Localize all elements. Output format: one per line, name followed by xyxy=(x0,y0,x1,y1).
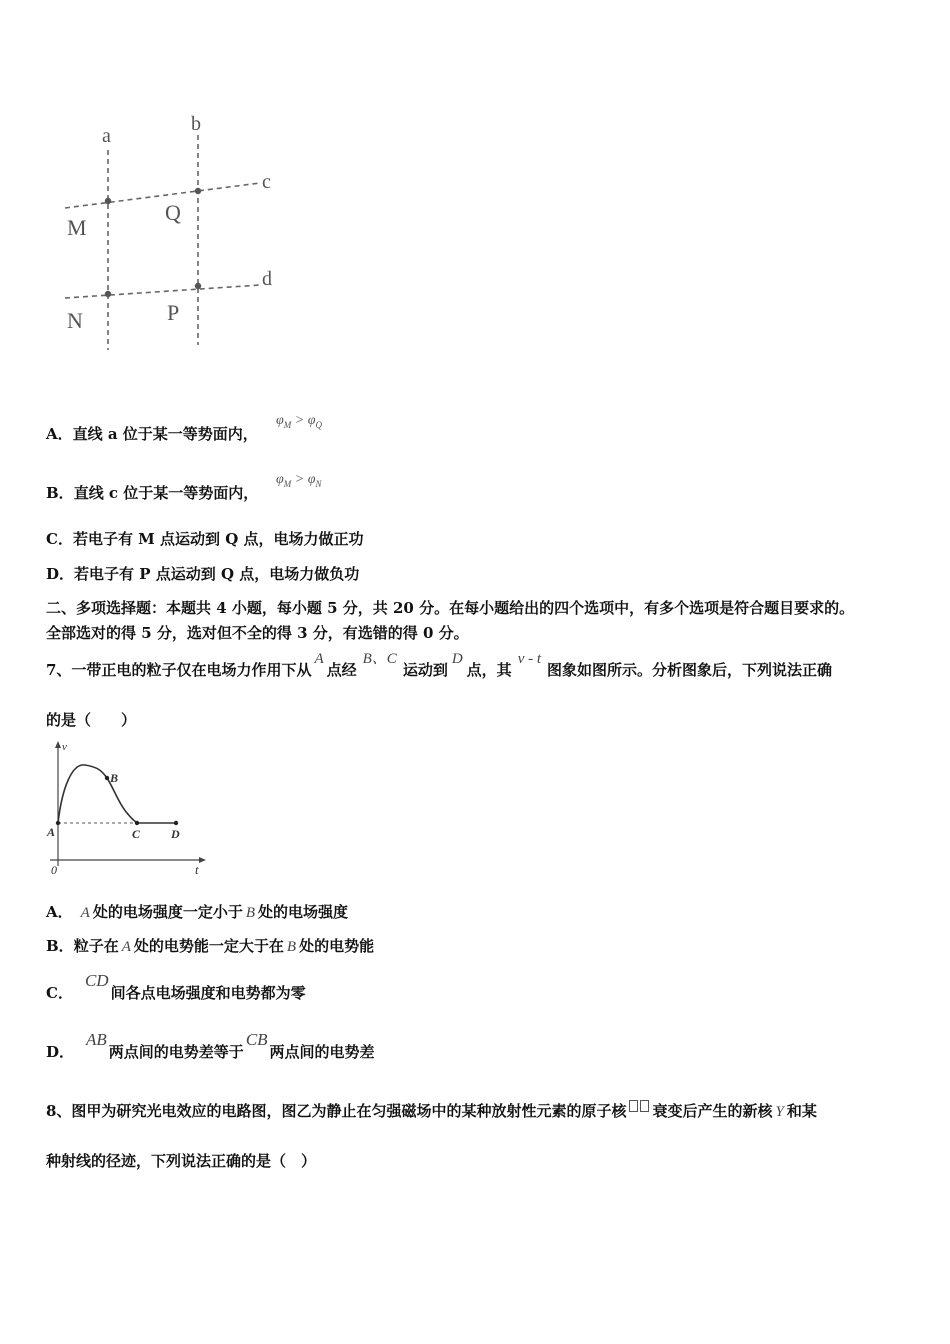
line-c xyxy=(65,183,260,208)
section2-line1: 二、多项选择题：本题共 4 小题，每小题 5 分，共 20 分。在每小题给出的四个选项中，有多个选项是符合题目要求的。 xyxy=(46,599,855,617)
q7-option-d: D．AB两点间的电势差等于CB两点间的电势差 xyxy=(46,1030,375,1061)
q6-a-formula: $\varphi_M > \varphi_Q$ xyxy=(276,413,322,430)
label-a: a xyxy=(102,125,111,147)
vt-graph xyxy=(40,738,215,878)
q8-stem-line2: 种射线的径迹，下列说法正确的是（ ） xyxy=(46,1152,317,1170)
axis-t-label: t xyxy=(195,862,199,877)
option-label: B． xyxy=(46,484,74,502)
graph-point-d xyxy=(174,821,178,825)
math-a: A xyxy=(314,651,324,667)
point-q-dot xyxy=(195,188,201,194)
label-q: Q xyxy=(165,200,181,225)
nucleus-symbol-placeholder xyxy=(628,1096,650,1114)
graph-point-a xyxy=(56,821,60,825)
point-n-dot xyxy=(105,291,111,297)
q6-option-c: C．若电子有 M 点运动到 Q 点，电场力做正功 xyxy=(46,530,364,548)
graph-point-c xyxy=(135,821,139,825)
section2-line2: 全部选对的得 5 分，选对但不全的得 3 分，有选错的得 0 分。 xyxy=(46,624,469,642)
q6-b-formula: $\varphi_M > \varphi_N$ xyxy=(276,472,322,489)
origin-label: 0 xyxy=(51,863,57,877)
t-axis-arrow xyxy=(199,857,206,863)
q6-option-d: D．若电子有 P 点运动到 Q 点，电场力做负功 xyxy=(46,565,360,583)
label-d: d xyxy=(262,268,272,290)
q7-option-a: A． A 处的电场强度一定小于 B 处的电场强度 xyxy=(46,903,349,921)
q8-stem-line1: 8、图甲为研究光电效应的电路图，图乙为静止在匀强磁场中的某种放射性元素的原子核 衰变后产生的新核 Y 和某 xyxy=(46,1100,817,1121)
v-axis-arrow xyxy=(55,741,61,748)
q7-stem-line2: 的是（ ） xyxy=(46,711,137,729)
graph-label-b: B xyxy=(110,771,119,785)
graph-point-b xyxy=(105,776,109,780)
option-label: A． xyxy=(46,425,73,443)
graph-label-c: C xyxy=(132,827,141,841)
q7-option-b: B．粒子在 A 处的电势能一定大于在 B 处的电势能 xyxy=(46,937,375,955)
option-text: 直线 a 位于某一等势面内， xyxy=(72,425,258,443)
math-bc: B、C xyxy=(362,651,397,667)
option-text: 直线 c 位于某一等势面内， xyxy=(73,484,259,502)
q6-option-a xyxy=(46,423,258,444)
graph-label-a: A xyxy=(47,825,56,839)
q7-option-c: C．CD间各点电场强度和电势都为零 xyxy=(46,971,306,1002)
label-m: M xyxy=(67,215,87,240)
label-n: N xyxy=(67,308,83,333)
label-p: P xyxy=(167,300,180,325)
math-vt: v - t xyxy=(517,651,542,667)
point-m-dot xyxy=(105,198,111,204)
q7-stem-line1: 7、一带正电的粒子仅在电场力作用下从A点经B、C运动到D点，其v - t图象如图所示。分析图象后，下列说法正确 xyxy=(46,651,833,679)
q6-option-b xyxy=(46,482,258,503)
point-p-dot xyxy=(195,283,201,289)
label-c: c xyxy=(262,171,271,193)
equipotential-figure xyxy=(55,105,295,355)
math-d: D xyxy=(451,651,463,667)
axis-v-label: v xyxy=(62,741,67,753)
graph-label-d: D xyxy=(171,827,180,841)
line-d xyxy=(65,285,260,298)
label-b: b xyxy=(191,113,201,135)
